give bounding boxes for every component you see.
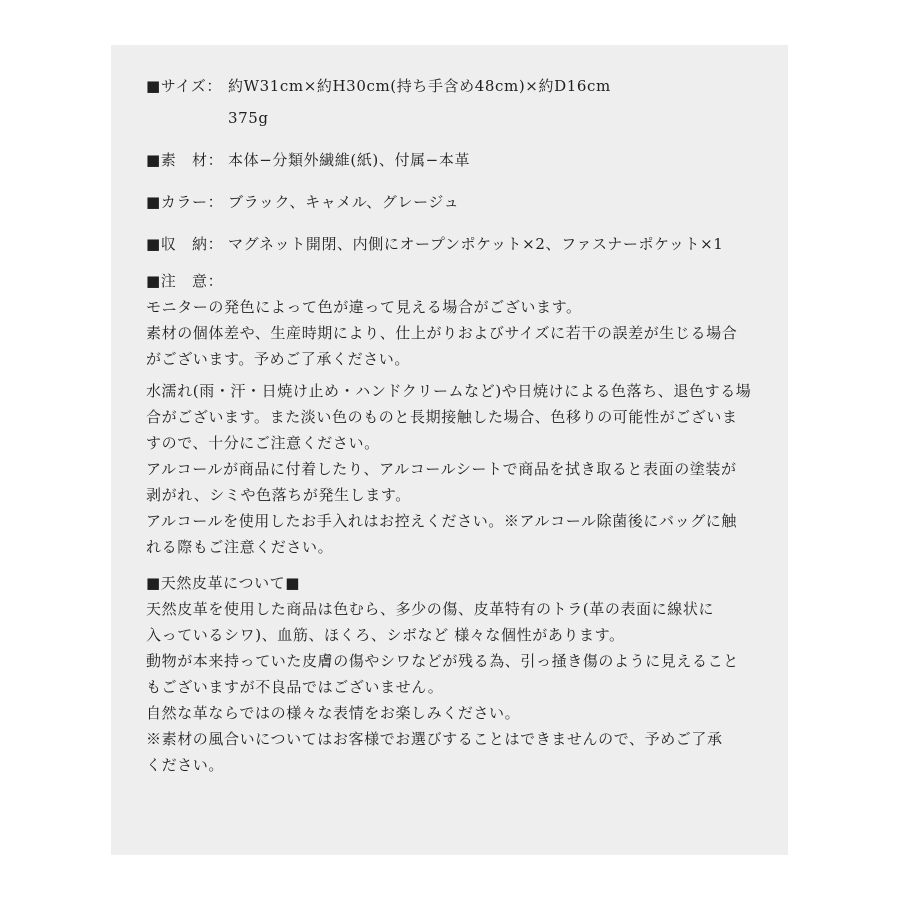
caution-heading: ■注 意： [146,272,224,290]
spec-material-value: 本体−分類外繊維(紙)、付属−本革 [228,151,471,169]
leather-line: 天然皮革を使用した商品は色むら、多少の傷、皮革特有のトラ(革の表面に線状に [146,600,715,618]
spec-weight-value: 375g [228,109,269,127]
spec-color [146,186,776,218]
spec-size-value: 約W31cm×約H30cm(持ち手含め48cm)×約D16cm [228,77,611,95]
leather-line: もございますが不良品ではございません。 [146,678,444,696]
spec-storage-label: ■収 納： [146,235,224,253]
leather-line: 動物が本来持っていた皮膚の傷やシワなどが残る為、引っ掻き傷のように見えること [146,652,739,670]
caution-line: モニターの発色によって色が違って見える場合がございます。 [146,298,582,316]
caution-line: 素材の個体差や、生産時期により、仕上がりおよびサイズに若干の誤差が生じる場合 [146,324,738,342]
leather-line: 自然な革ならではの様々な表情をお楽しみください。 [146,704,521,722]
caution-line: 水濡れ(雨・汗・日焼け止め・ハンドクリームなど)や日焼けによる色落ち、退色する場 [146,382,752,400]
leather-line: ※素材の風合いについてはお客様でお選びすることはできませんので、予めご了承 [146,730,723,748]
caution-line: れる際もご注意ください。 [146,538,334,556]
leather-line: ください。 [146,756,225,774]
spec-size [146,70,776,102]
spec-color-label: ■カラー： [146,193,224,211]
caution-line: 剥がれ、シミや色落ちが発生します。 [146,486,411,504]
caution-line: アルコールを使用したお手入れはお控えください。※アルコール除菌後にバッグに触 [146,512,738,530]
caution-line: すので、十分にご注意ください。 [146,434,380,452]
spec-color-value: ブラック、キャメル、グレージュ [228,193,460,211]
leather-notes [146,596,776,778]
spec-material [146,144,776,176]
spec-storage-value: マグネット開閉、内側にオープンポケット×2、ファスナーポケット×1 [228,235,724,253]
product-details [146,70,776,778]
caution-line: がございます。予めご了承ください。 [146,350,411,368]
spec-size-label: ■サイズ： [146,77,222,95]
caution-block-1 [146,294,776,372]
spec-storage [146,228,776,260]
leather-line: 入っているシワ)、血筋、ほくろ、シボなど 様々な個性があります。 [146,626,625,644]
leather-heading: ■天然皮革について■ [146,574,301,592]
spec-material-label: ■素 材： [146,151,224,169]
caution-line: 合がございます。また淡い色のものと長期接触した場合、色移りの可能性がございま [146,408,738,426]
caution-block-2 [146,378,776,560]
caution-line: アルコールが商品に付着したり、アルコールシートで商品を拭き取ると表面の塗装が [146,460,737,478]
